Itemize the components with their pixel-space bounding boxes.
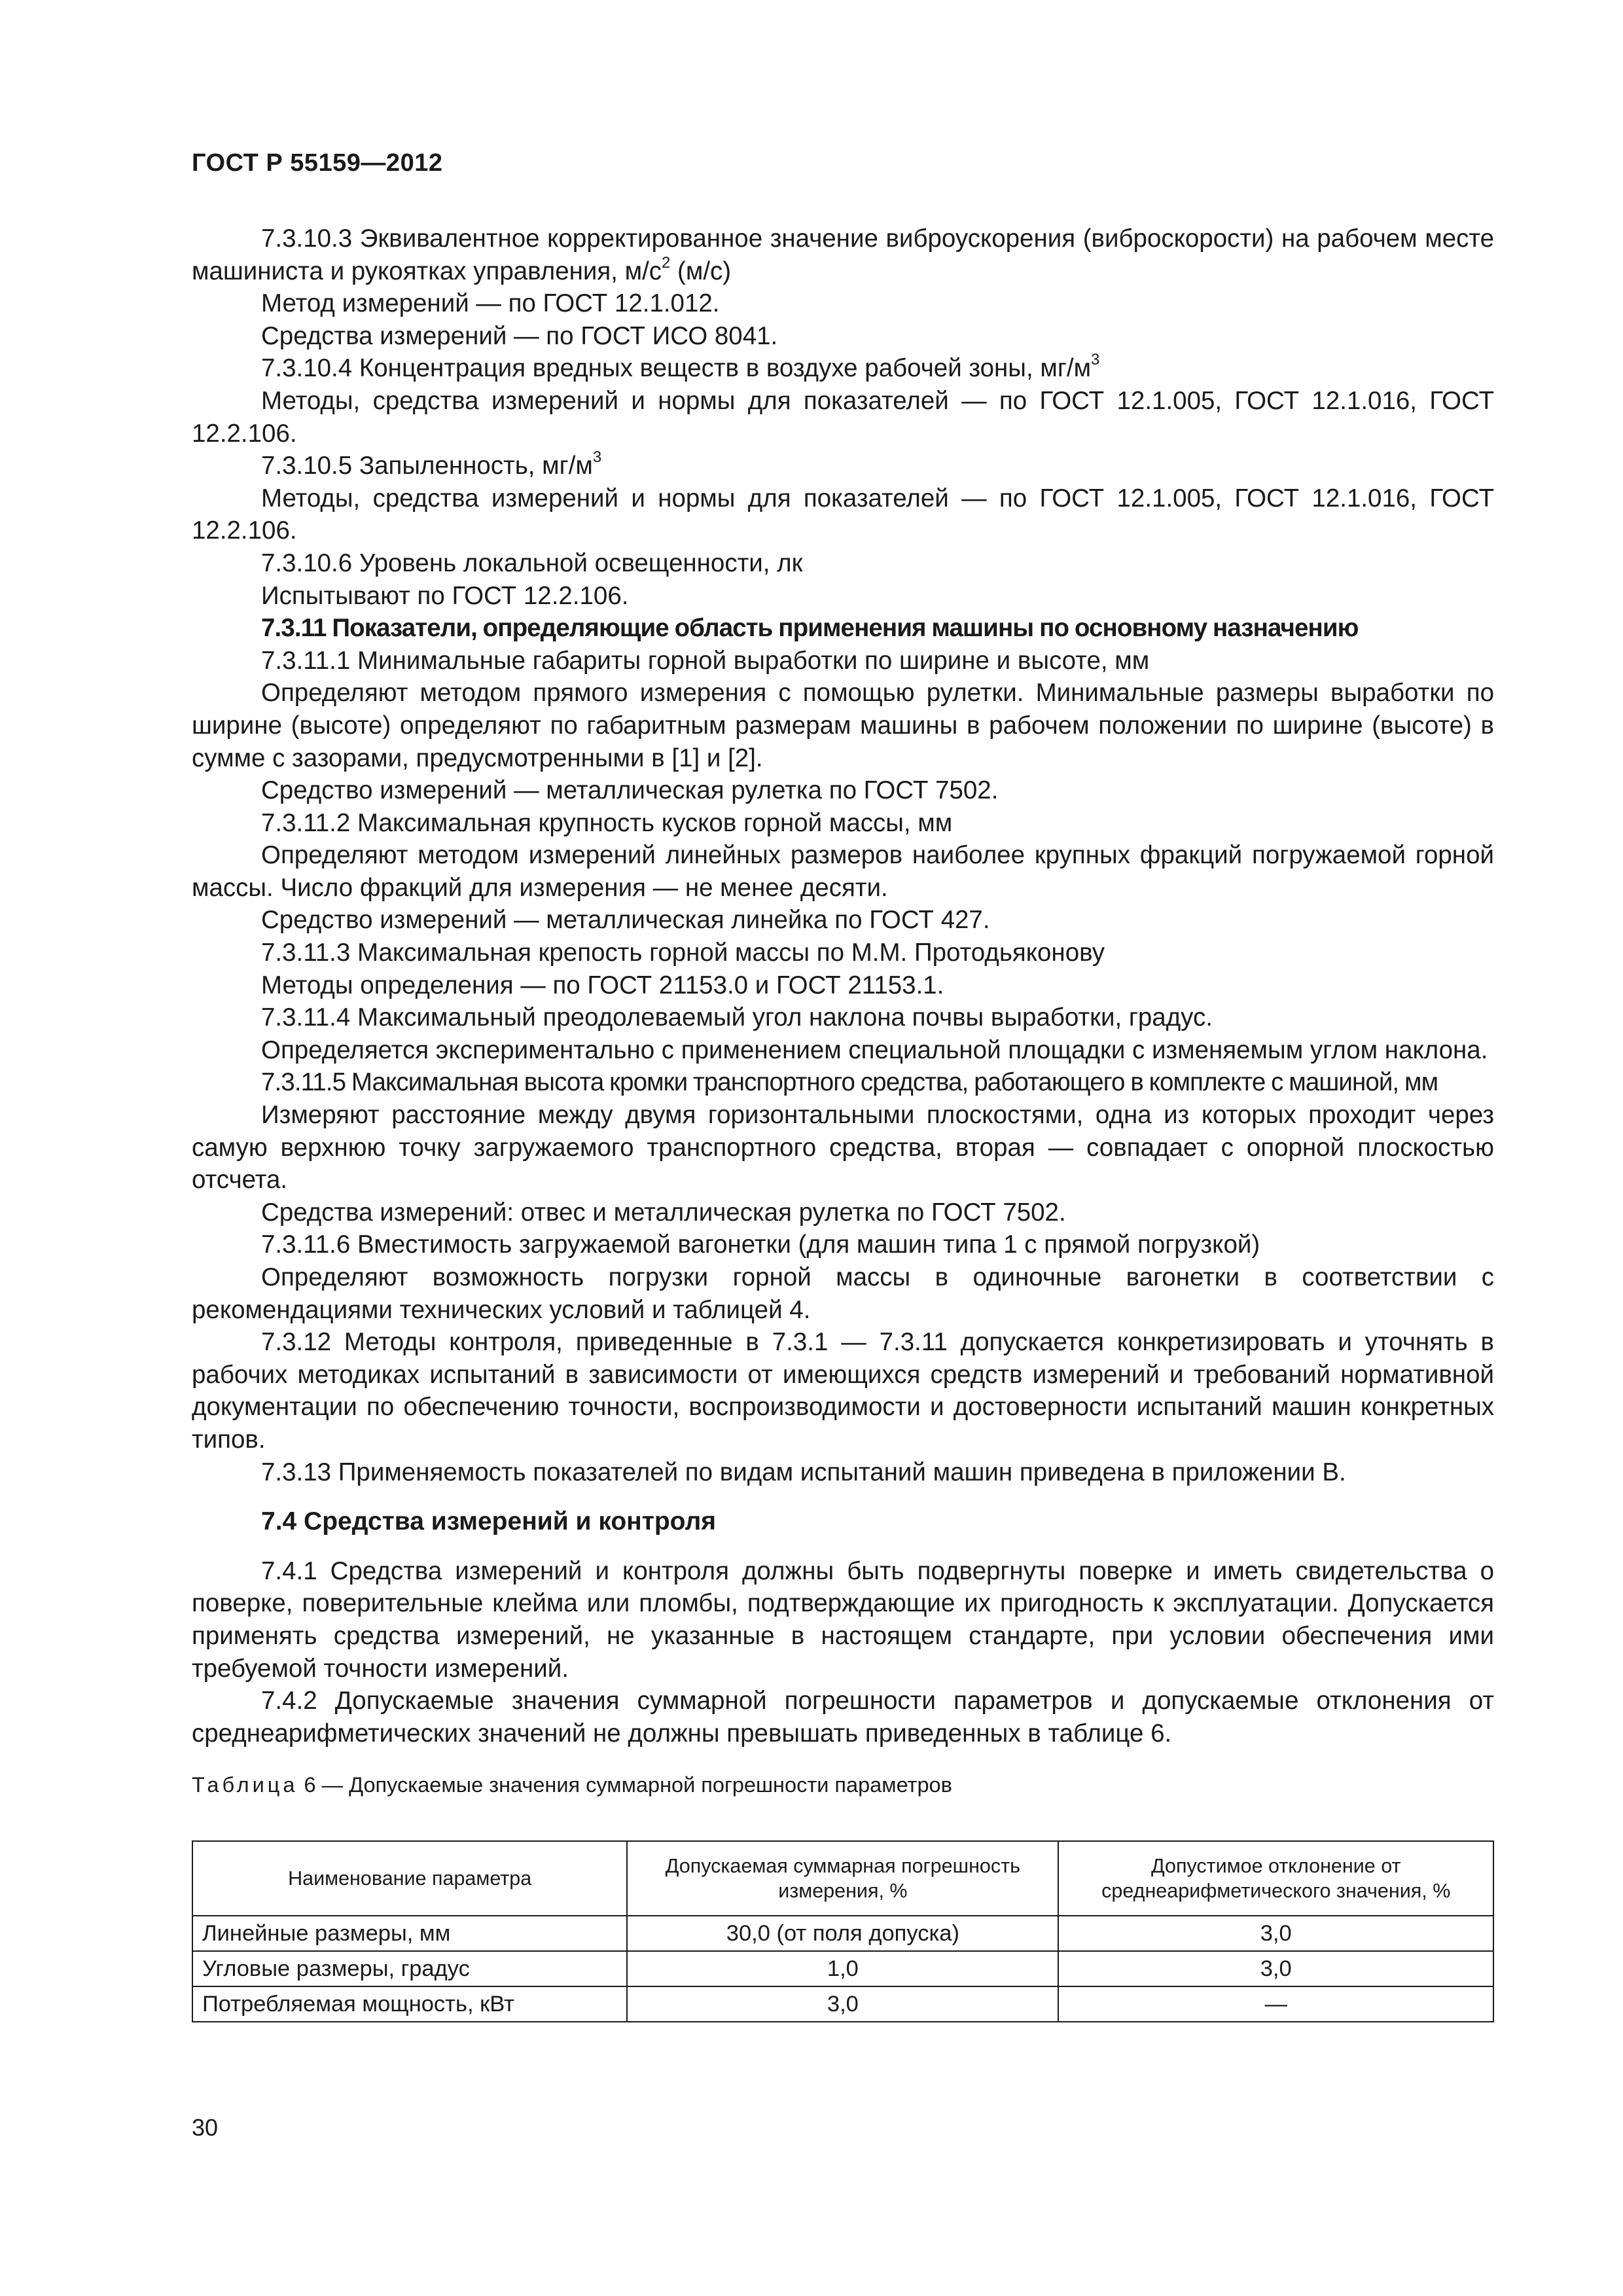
document-body — [192, 223, 1494, 1798]
paragraph: 7.3.10.6 Уровень локальной освещенности, лк — [261, 548, 803, 577]
superscript: 3 — [1091, 351, 1100, 369]
paragraph: Средства измерений — по ГОСТ ИСО 8041. — [261, 321, 778, 350]
paragraph: 7.3.11.1 Минимальные габариты горной выработки по ширине и высоте, мм — [261, 646, 1150, 675]
table-row — [192, 1986, 1493, 2022]
paragraph: Средство измерений — металлическая рулетка по ГОСТ 7502. — [261, 776, 999, 805]
table-cell: 30,0 (от поля допуска) — [627, 1916, 1058, 1951]
paragraph: Измеряют расстояние между двумя горизонтальными плоскостями, одна из которых проходит через самую верхнюю точку загружаемого транспортного средства, вторая — совпадает с опорной плоскостью отсчета. — [192, 1101, 1494, 1194]
paragraph: Определяют методом прямого измерения с помощью рулетки. Минимальные размеры выработки по ширине (высоте) определяют по габаритным размерам машины в рабочем положении по ширине (высоте) в сумме с зазорами, предусмотренными в [1] и [2]. — [192, 679, 1494, 772]
subsection-heading: 7.3.11 Показатели, определяющие область применения машины по основному назначению — [261, 614, 1359, 643]
table-cell: Угловые размеры, градус — [192, 1951, 627, 1986]
data-table — [192, 1840, 1494, 2022]
paragraph: 7.3.12 Методы контроля, приведенные в 7.3.1 — 7.3.11 допускается конкретизировать и уточнять в рабочих методиках испытаний в зависимости от имеющихся средств измерений и требований нормативной документации по обеспечению точности, воспроизводимости и достоверности испытаний машин конкретных типов. — [192, 1328, 1494, 1454]
paragraph-text: 7.3.10.3 Эквивалентное корректированное значение виброускорения (виброскорости) на рабочем месте машиниста и рукоятках управления, м/с — [192, 224, 1494, 285]
section-heading: 7.4 Средства измерений и контроля — [261, 1507, 717, 1536]
table-cell: — — [1058, 1986, 1493, 2022]
paragraph: Методы, средства измерений и нормы для показателей — по ГОСТ 12.1.005, ГОСТ 12.1.016, ГОСТ 12.2.106. — [192, 484, 1494, 545]
table-header-row — [192, 1841, 1493, 1916]
paragraph-text: 7.3.10.4 Концентрация вредных веществ в воздухе рабочей зоны, мг/м — [261, 354, 1092, 383]
paragraph: 7.4.2 Допускаемые значения суммарной погрешности параметров и допускаемые отклонения от среднеарифметических значений не должны превышать приведенных в таблице 6. — [192, 1687, 1494, 1748]
paragraph: 7.3.11.4 Максимальный преодолеваемый угол наклона почвы выработки, градус. — [261, 1003, 1213, 1032]
paragraph: 7.3.11.2 Максимальная крупность кусков горной массы, мм — [261, 808, 953, 837]
paragraph — [192, 223, 1494, 287]
paragraph: Определяют возможность погрузки горной массы в одиночные вагонетки в соответствии с рекомендациями технических условий и таблицей 4. — [192, 1263, 1494, 1324]
table-header-cell: Допускаемая суммарная погрешность измерения, % — [627, 1841, 1058, 1916]
paragraph: 7.4.1 Средства измерений и контроля должны быть подвергнуты поверке и иметь свидетельства о поверке, поверительные клейма или пломбы, подтверждающие их пригодность к эксплуатации. Допускается применять средства измерений, не указанные в настоящем стандарте, при условии обеспечения ими требуемой точности измерений. — [192, 1556, 1494, 1683]
paragraph: 7.3.11.6 Вместимость загружаемой вагонетки (для машин типа 1 с прямой погрузкой) — [261, 1230, 1260, 1259]
paragraph: Средства измерений: отвес и металлическая рулетка по ГОСТ 7502. — [261, 1198, 1066, 1227]
paragraph — [192, 352, 1494, 385]
paragraph: Испытывают по ГОСТ 12.2.106. — [261, 581, 629, 610]
paragraph-text: (м/с) — [670, 257, 732, 285]
table-caption-label: Таблица — [192, 1773, 298, 1797]
paragraph: Определяют методом измерений линейных размеров наиболее крупных фракций погружаемой горной массы. Число фракций для измерения — не менее десяти. — [192, 841, 1494, 902]
document-header: ГОСТ Р 55159—2012 — [192, 149, 443, 177]
paragraph: Определяется экспериментально с применением специальной площадки с изменяемым углом наклона. — [261, 1035, 1488, 1064]
table-cell: 3,0 — [1058, 1916, 1493, 1951]
paragraph: 7.3.13 Применяемость показателей по видам испытаний машин приведена в приложении В. — [261, 1458, 1346, 1486]
table-cell: Линейные размеры, мм — [192, 1916, 627, 1951]
page-number: 30 — [192, 2114, 219, 2141]
table-header-cell: Наименование параметра — [192, 1841, 627, 1916]
table-row — [192, 1916, 1493, 1951]
paragraph: Методы, средства измерений и нормы для показателей — по ГОСТ 12.1.005, ГОСТ 12.1.016, ГОСТ 12.2.106. — [192, 386, 1494, 448]
paragraph — [192, 450, 1494, 482]
table-cell: 3,0 — [627, 1986, 1058, 2022]
paragraph: 7.3.11.5 Максимальная высота кромки транспортного средства, работающего в комплекте с машиной, мм — [261, 1068, 1438, 1097]
table-caption — [192, 1772, 1494, 1798]
paragraph: Методы определения — по ГОСТ 21153.0 и ГОСТ 21153.1. — [261, 971, 944, 999]
table-header-cell: Допустимое отклонение от среднеарифметического значения, % — [1058, 1841, 1493, 1916]
paragraph: Средство измерений — металлическая линейка по ГОСТ 427. — [261, 906, 990, 935]
superscript: 3 — [592, 448, 602, 467]
table-cell: Потребляемая мощность, кВт — [192, 1986, 627, 2022]
paragraph-text: 7.3.10.5 Запыленность, мг/м — [261, 452, 593, 480]
table-cell: 1,0 — [627, 1951, 1058, 1986]
table-row — [192, 1951, 1493, 1986]
table-cell: 3,0 — [1058, 1951, 1493, 1986]
paragraph: Метод измерений — по ГОСТ 12.1.012. — [261, 289, 720, 318]
table-caption-text: 6 — Допускаемые значения суммарной погрешности параметров — [298, 1773, 952, 1797]
superscript: 2 — [662, 253, 671, 272]
paragraph: 7.3.11.3 Максимальная крепость горной массы по М.М. Протодьяконову — [261, 939, 1105, 967]
